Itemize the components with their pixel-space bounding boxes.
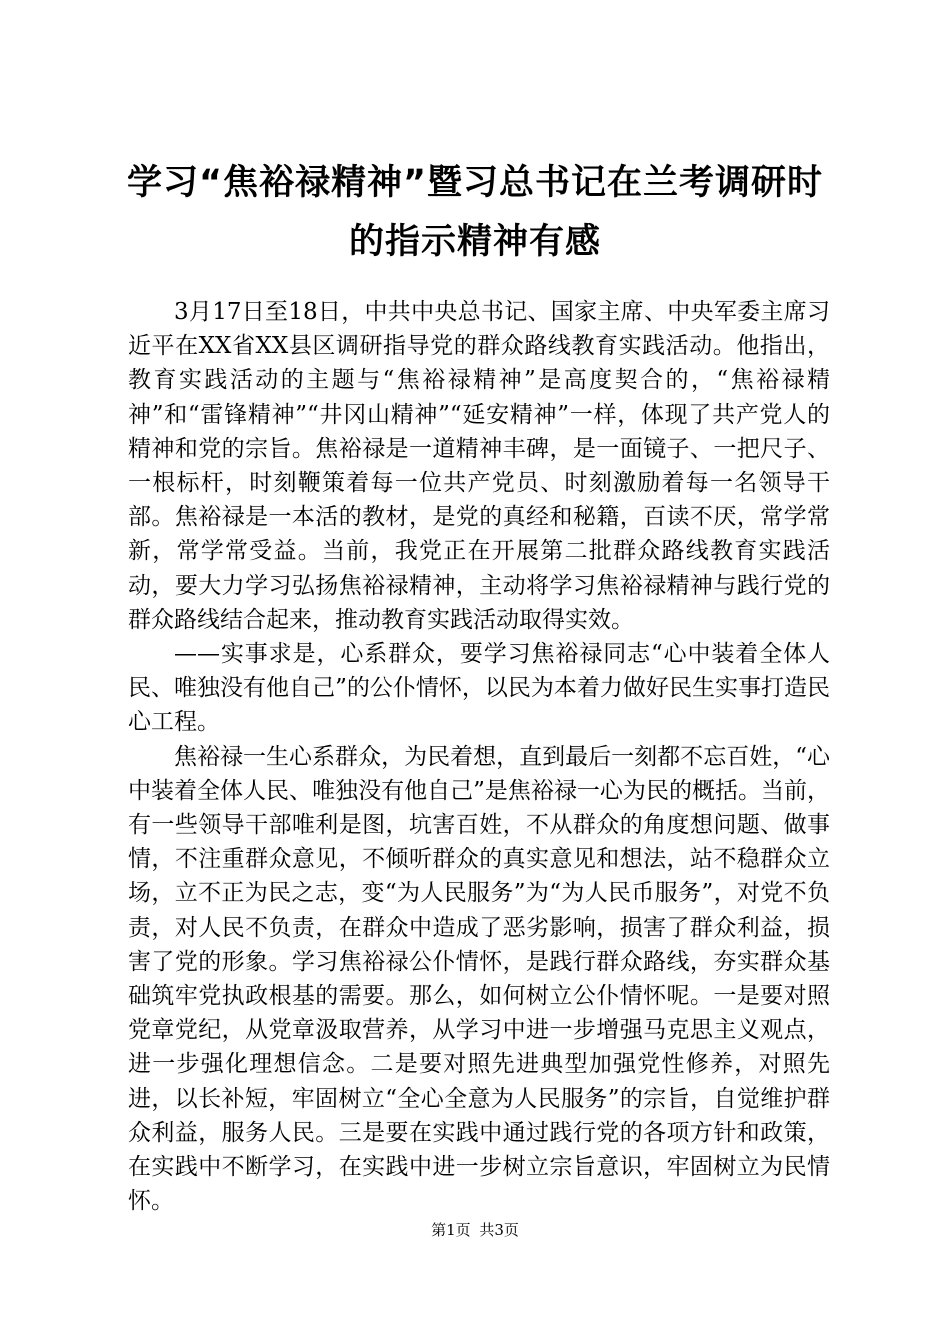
paragraph-1: 3月17日至18日，中共中央总书记、国家主席、中央军委主席习近平在XX省XX县区调研指导党的群众路线教育实践活动。他指出，教育实践活动的主题与“焦裕禄精神”是高度契合的，“焦裕禄精神”和“雷锋精神”“井冈山精神”“延安精神”一样，体现了共产党人的精神和党的宗旨。焦裕禄是一道精神丰碑，是一面镜子、一把尺子、一根标杆，时刻鞭策着每一位共产党员、时刻激励着每一名领导干部。焦裕禄是一本活的教材，是党的真经和秘籍，百读不厌，常学常新，常学常受益。当前，我党正在开展第二批群众路线教育实践活动，要大力学习弘扬焦裕禄精神，主动将学习焦裕禄精神与践行党的群众路线结合起来，推动教育实践活动取得实效。 (128, 299, 830, 633)
document-title-line-2: 的指示精神有感 (348, 222, 601, 262)
paragraph-2: ——实事求是，心系群众，要学习焦裕禄同志“心中装着全体人民、唯独没有他自己”的公仆情怀，以民为本着力做好民生实事打造民心工程。 (128, 641, 830, 736)
paragraph-3: 焦裕禄一生心系群众，为民着想，直到最后一刻都不忘百姓，“心中装着全体人民、唯独没有他自己”是焦裕禄一心为民的概括。当前，有一些领导干部唯利是图，坑害百姓，不从群众的角度想问题、做事情，不注重群众意见，不倾听群众的真实意见和想法，站不稳群众立场，立不正为民之志，变“为人民服务”为“为人民币服务”，对党不负责，对人民不负责，在群众中造成了恶劣影响，损害了群众利益，损害了党的形象。学习焦裕禄公仆情怀，是践行群众路线，夯实群众基础筑牢党执政根基的需要。那么，如何树立公仆情怀呢。一是要对照党章党纪，从党章汲取营养，从学习中进一步增强马克思主义观点，进一步强化理想信念。二是要对照先进典型加强党性修养，对照先进，以长补短，牢固树立“全心全意为人民服务”的宗旨，自觉维护群众利益，服务人民。三是要在实践中通过践行党的各项方针和政策，在实践中不断学习，在实践中进一步树立宗旨意识，牢固树立为民情怀。 (128, 743, 830, 1215)
document-title-line-1: 学习“焦裕禄精神”暨习总书记在兰考调研时 (126, 163, 823, 203)
document-body (128, 295, 830, 1218)
page-number-footer: 第1页 共3页 (431, 1221, 519, 1239)
